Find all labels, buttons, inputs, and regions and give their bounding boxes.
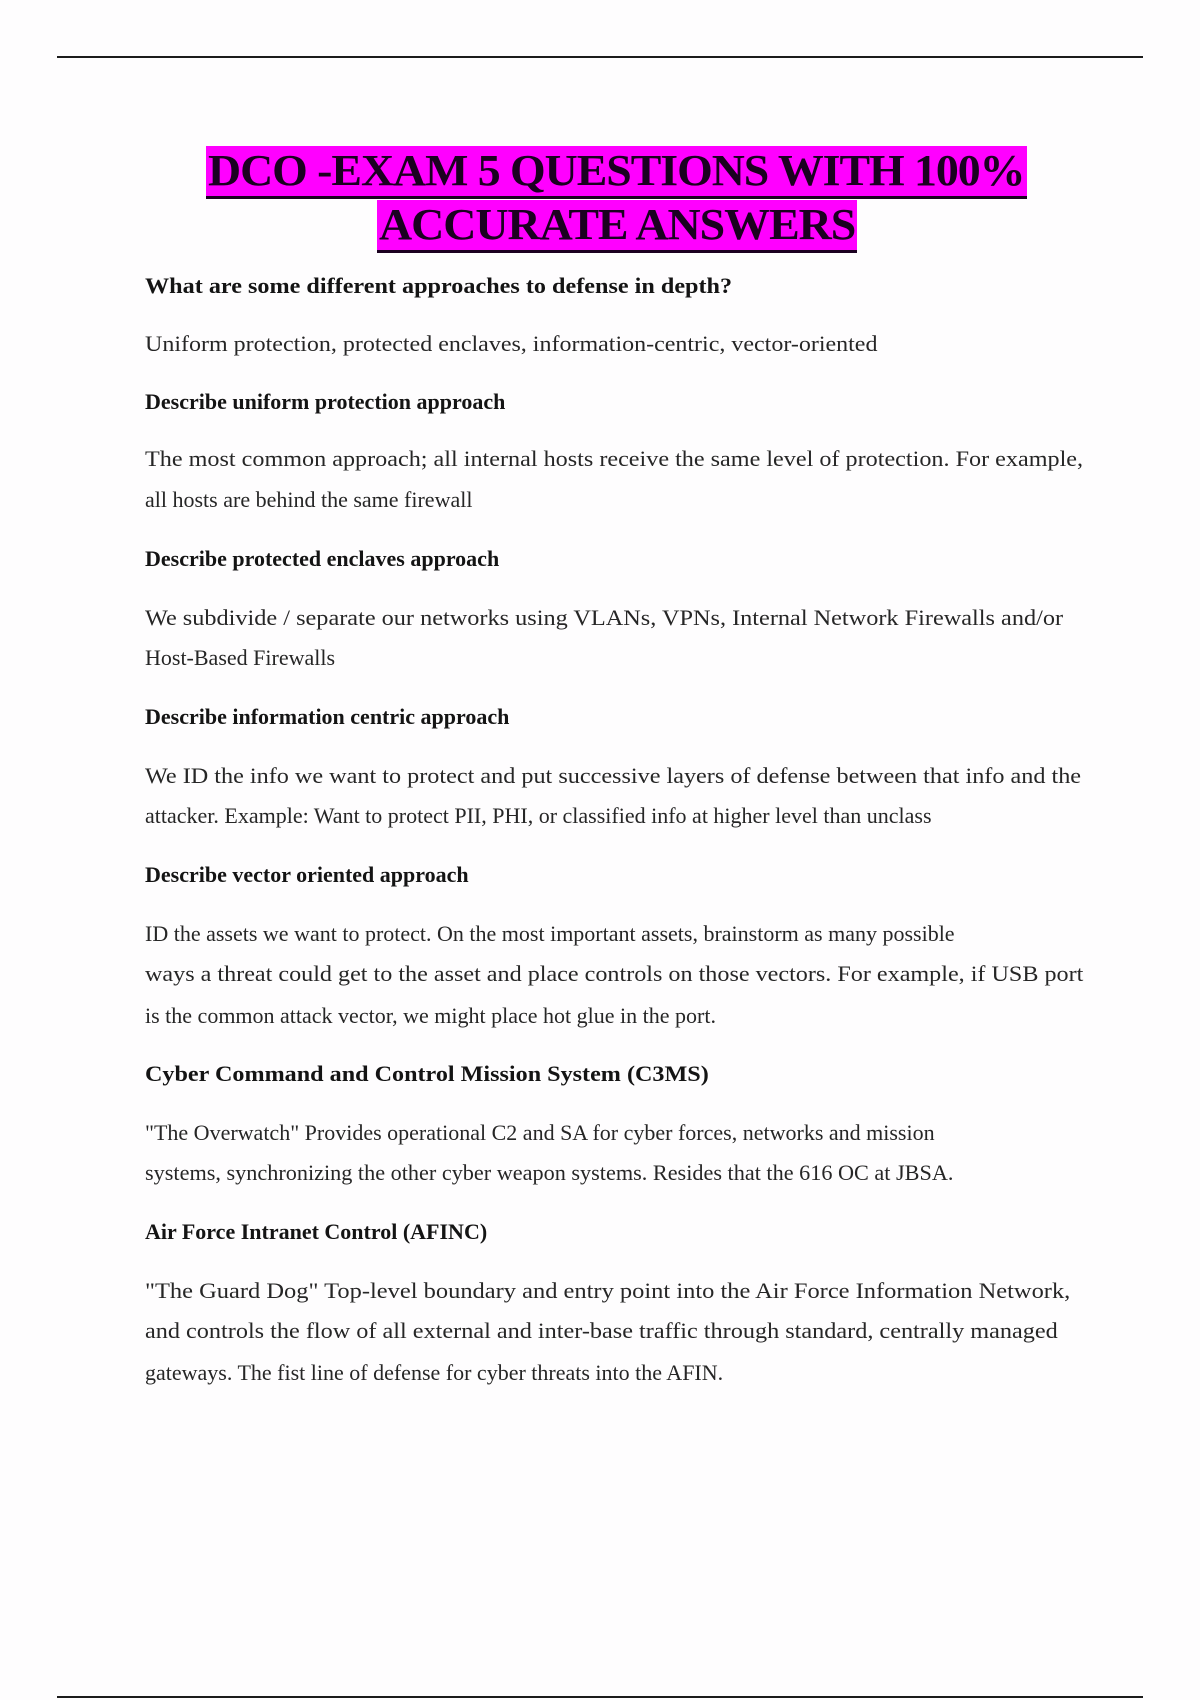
answer-3-line-1: We subdivide / separate our networks using VLANs, VPNs, Internal Network Firewalls and/or xyxy=(145,605,1064,630)
answer-4-line-1: We ID the info we want to protect and put successive layers of defense between that info and the xyxy=(145,763,1082,788)
answer-2-line-1: The most common approach; all internal hosts receive the same level of protection. For example, xyxy=(145,446,1084,471)
question-2: Describe uniform protection approach xyxy=(145,389,506,414)
answer-1-line-1: Uniform protection, protected enclaves, information-centric, vector-oriented xyxy=(145,331,878,356)
question-4: Describe information centric approach xyxy=(145,704,510,729)
answer-4-line-2: attacker. Example: Want to protect PII, PHI, or classified info at higher level than unclass xyxy=(145,803,932,828)
answer-7-line-3: gateways. The fist line of defense for cyber threats into the AFIN. xyxy=(145,1360,724,1385)
answer-2-line-2: all hosts are behind the same firewall xyxy=(145,487,473,512)
question-6: Cyber Command and Control Mission System (C3MS) xyxy=(145,1061,709,1086)
document-title-line-1 xyxy=(206,146,1027,199)
answer-6-line-1: "The Overwatch" Provides operational C2 and SA for cyber forces, networks and mission xyxy=(145,1120,935,1145)
answer-3-line-2: Host-Based Firewalls xyxy=(145,645,336,670)
footer-rule xyxy=(57,1696,1143,1698)
header-rule xyxy=(57,56,1143,58)
answer-7-line-2: and controls the flow of all external and inter-base traffic through standard, centrally managed xyxy=(145,1318,1058,1343)
question-5: Describe vector oriented approach xyxy=(145,862,469,887)
question-1: What are some different approaches to defense in depth? xyxy=(145,273,733,298)
answer-5-line-2: ways a threat could get to the asset and place controls on those vectors. For example, if USB port xyxy=(145,961,1084,986)
answer-5-line-3: is the common attack vector, we might place hot glue in the port. xyxy=(145,1003,716,1028)
answer-7-line-1: "The Guard Dog" Top-level boundary and entry point into the Air Force Information Network, xyxy=(145,1278,1071,1303)
answer-5-line-1: ID the assets we want to protect. On the most important assets, brainstorm as many possible xyxy=(145,921,955,946)
question-7: Air Force Intranet Control (AFINC) xyxy=(145,1219,488,1244)
answer-6-line-2: systems, synchronizing the other cyber weapon systems. Resides that the 616 OC at JBSA. xyxy=(145,1160,954,1185)
question-3: Describe protected enclaves approach xyxy=(145,546,500,571)
title-text-1: DCO -EXAM 5 QUESTIONS WITH 100% xyxy=(208,146,1025,195)
document-title-line-2 xyxy=(377,200,857,253)
title-text-2: ACCURATE ANSWERS xyxy=(379,200,856,249)
